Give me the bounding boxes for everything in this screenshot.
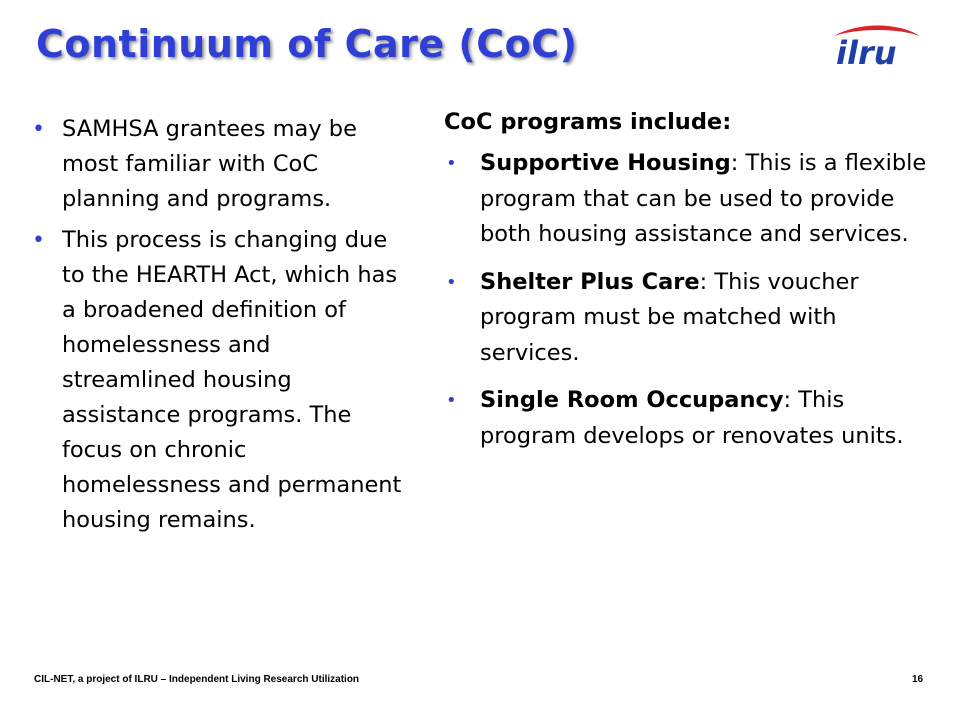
bullet-icon: • [446, 390, 457, 411]
list-item [444, 146, 934, 253]
right-column [444, 104, 934, 466]
program-description: : This is a flexible program that can be used to provide both housing assistance and services. [480, 150, 927, 247]
left-bullet-list [28, 112, 408, 538]
list-item [444, 265, 934, 372]
bullet-icon: • [32, 117, 45, 142]
footer-text: CIL-NET, a project of ILRU – Independent Living Research Utilization [34, 674, 360, 685]
bullet-icon: • [446, 271, 457, 293]
left-column [28, 112, 408, 544]
logo-text: ilru [836, 34, 897, 70]
program-description: : This voucher program must be matched with services. [480, 268, 859, 366]
programs-list [444, 146, 934, 454]
list-item: • This process is changing due to the HEARTH Act, which has a broadened definition of homelessness and streamlined housing assistance programs. The focus on chronic homelessness and permanent housing remains. [28, 223, 408, 538]
list-item: • SAMHSA grantees may be most familiar with CoC planning and programs. [28, 112, 408, 217]
programs-heading: CoC programs include: [444, 109, 732, 135]
list-item [444, 383, 934, 454]
bullet-icon: • [446, 153, 457, 174]
program-description: : This program develops or renovates units. [480, 387, 904, 449]
bullet-icon: • [32, 228, 45, 253]
slide-title: Continuum of Care (CoC) [36, 22, 578, 66]
program-term: Single Room Occupancy [480, 387, 784, 413]
ilru-logo [828, 24, 924, 70]
program-term: Supportive Housing [480, 150, 731, 176]
page-number: 16 [912, 674, 924, 685]
program-term: Shelter Plus Care [480, 268, 700, 295]
